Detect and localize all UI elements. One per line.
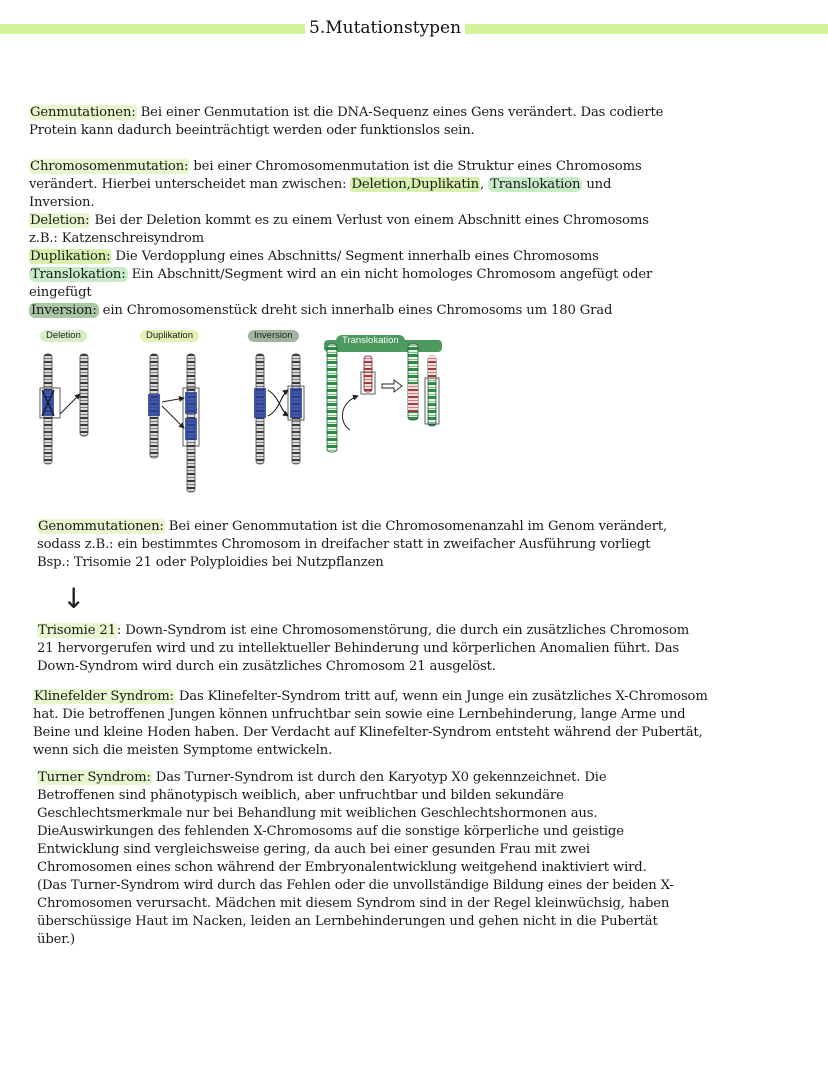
- arrow-deletion: [60, 394, 80, 414]
- term-deletion: Deletion:: [30, 213, 90, 228]
- figure-label-inversion: Inversion: [248, 330, 299, 342]
- chromosome-red-1: [364, 356, 372, 392]
- text-line: bei einer Chromosomenmutation ist die Struktur eines Chromosoms: [189, 159, 642, 174]
- inversion-group: [254, 354, 304, 464]
- text-comma: ,: [479, 177, 489, 192]
- text-line: Down-Syndrom wird durch ein zusätzliches Chromosom 21 ausgelöst.: [37, 659, 496, 674]
- term-translokation-inline: Translokation: [490, 177, 581, 192]
- text-line: überschüssige Haut im Nacken, leiden an Lernbehinderungen und gehen nicht in die Pubertät: [37, 914, 658, 929]
- figure-label-deletion: Deletion: [40, 330, 87, 342]
- chromosome-green-1: [327, 344, 337, 452]
- arrow-translokation-right: [382, 380, 402, 392]
- text-line: Chromosomen eines schon während der Embryonalentwicklung weitgehend inaktiviert wird.: [37, 860, 647, 875]
- arrow-down-icon: ↓: [62, 582, 86, 615]
- chromosome-mutation-diagram: [30, 326, 450, 498]
- text-line: wenn sich die meisten Symptome entwickeln.: [33, 743, 333, 758]
- text-line: Ein Abschnitt/Segment wird an ein nicht homologes Chromosom angefügt oder: [127, 267, 653, 282]
- section-trisomie: [37, 622, 689, 676]
- text-line: Inversion.: [29, 195, 95, 210]
- arrow-translokation-curve: [342, 396, 358, 430]
- text-line: Entwicklung sind vergleichsweise gering, da auch bei einer gesunden Frau mit zwei: [37, 842, 590, 857]
- term-klinefelter: Klinefelder Syndrom:: [34, 689, 174, 704]
- section-genmutation: [29, 104, 663, 140]
- figure-label-duplikation: Duplikation: [140, 330, 199, 342]
- text-line: Bei der Deletion kommt es zu einem Verlust von einem Abschnitt eines Chromosoms: [90, 213, 649, 228]
- section-turner: [37, 769, 674, 949]
- section-chromosomenmutation: [29, 158, 652, 320]
- term-chromosomenmutation: Chromosomenmutation:: [30, 159, 189, 174]
- text-line: verändert. Hierbei unterscheidet man zwischen:: [29, 177, 351, 192]
- text-line: Das Turner-Syndrom ist durch den Karyotyp X0 gekennzeichnet. Die: [151, 770, 607, 785]
- text-line: hat. Die betroffenen Jungen können unfruchtbar sein sowie eine Lernbehinderung, lange Arme und: [33, 707, 686, 722]
- text-line: Bsp.: Trisomie 21 oder Polyploidies bei Nutzpflanzen: [37, 555, 384, 570]
- arrow-duplikation-1: [162, 398, 184, 402]
- arrow-inversion-2: [268, 390, 288, 416]
- page-title: 5.Mutationstypen: [305, 16, 465, 40]
- figure-label-translokation: Translokation: [336, 335, 405, 347]
- text-line: und: [582, 177, 612, 192]
- text-line: Chromosomen verursacht. Mädchen mit diesem Syndrom sind in der Regel kleinwüchsig, haben: [37, 896, 670, 911]
- text-line: : Down-Syndrom ist eine Chromosomenstörung, die durch ein zusätzliches Chromosom: [116, 623, 690, 638]
- arrow-duplikation-2: [162, 406, 184, 428]
- text-line: Betroffenen sind phänotypisch weiblich, aber unfruchtbar und bilden sekundäre: [37, 788, 564, 803]
- term-genmutation: Genmutationen:: [30, 105, 136, 120]
- section-genommutation: [37, 518, 667, 572]
- text-line: Geschlechtsmerkmale nur bei Behandlung mit weiblichen Geschlechtshormonen aus.: [37, 806, 598, 821]
- term-genommutation: Genommutationen:: [38, 519, 164, 534]
- text-line: sodass z.B.: ein bestimmtes Chromosom in dreifacher statt in zweifacher Ausführung vorliegt: [37, 537, 651, 552]
- text-line: Bei einer Genommutation ist die Chromosomenanzahl im Genom verändert,: [164, 519, 668, 534]
- chromosome-deleted: [80, 354, 88, 436]
- term-trisomie: Trisomie 21: [38, 623, 116, 638]
- translokation-group: [324, 340, 442, 452]
- text-line: eingefügt: [29, 285, 92, 300]
- duplikation-group: [148, 354, 199, 492]
- text-line: Das Klinefelter-Syndrom tritt auf, wenn ein Junge ein zusätzliches X-Chromosom: [174, 689, 708, 704]
- text-line: über.): [37, 932, 76, 947]
- term-translokation: Translokation:: [31, 267, 126, 282]
- term-deletion-duplikation: Deletion,Duplikatin: [351, 177, 479, 192]
- chromosome-diagram-svg: [30, 326, 450, 498]
- term-turner: Turner Syndrom:: [38, 770, 151, 785]
- section-klinefelter: [33, 688, 708, 760]
- text-line: (Das Turner-Syndrom wird durch das Fehlen oder die unvollständige Bildung eines der beiden X-: [37, 878, 674, 893]
- text-line: Die Verdopplung eines Abschnitts/ Segment innerhalb eines Chromosoms: [111, 249, 599, 264]
- text-line: Bei einer Genmutation ist die DNA-Sequenz eines Gens verändert. Das codierte: [136, 105, 664, 120]
- text-line: 21 hervorgerufen wird und zu intellektueller Behinderung und körperlichen Anomalien führt. Das: [37, 641, 680, 656]
- deletion-group: [40, 354, 88, 464]
- term-inversion: Inversion:: [31, 303, 97, 318]
- text-line: ein Chromosomenstück dreht sich innerhalb eines Chromosoms um 180 Grad: [98, 303, 613, 318]
- text-line: Beine und kleine Hoden haben. Der Verdacht auf Klinefelter-Syndrom entsteht während der Pubertät,: [33, 725, 703, 740]
- text-line: DieAuswirkungen des fehlenden X-Chromosoms auf die sonstige körperliche und geistige: [37, 824, 624, 839]
- text-line: Protein kann dadurch beeinträchtigt werden oder funktionslos sein.: [29, 123, 475, 138]
- term-duplikation: Duplikation:: [30, 249, 111, 264]
- text-line: z.B.: Katzenschreisyndrom: [29, 231, 205, 246]
